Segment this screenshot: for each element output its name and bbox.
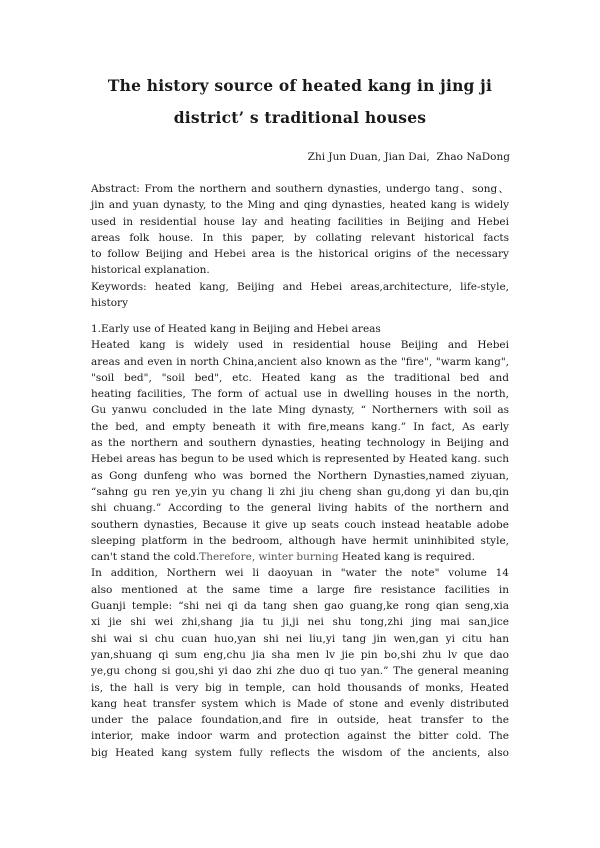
paragraph-line: heating facilities, The form of actual use in dwelling houses in the north, <box>91 388 509 401</box>
keywords-line: history <box>91 297 129 310</box>
paragraph-line: ye,gu chong si gou,shi yi dao zhi zhe duo qi tuo yan.” The general meaning <box>91 665 509 678</box>
paper-title-line-1: The history source of heated kang in jing ji <box>107 76 493 95</box>
paragraph-line: areas and even in north China,ancient also known as the "fire", "warm kang", <box>91 355 509 368</box>
paragraph-line: Gu yanwu concluded in the late Ming dynasty, “ Northerners with soil as <box>91 404 509 417</box>
author-list: Zhi Jun Duan, Jian Dai, Zhao NaDong <box>307 151 510 163</box>
paragraph-line: "soil bed", "soil bed", etc. Heated kang as the traditional bed and <box>91 371 509 384</box>
paragraph-line: as Gong dunfeng who was borned the Northern Dynasties,named ziyuan, <box>91 469 509 482</box>
abstract-line: historical explanation. <box>91 264 210 277</box>
paragraph-line: big Heated kang system fully reflects the wisdom of the ancients, also <box>91 746 509 759</box>
abstract-block <box>91 181 509 311</box>
paragraph-line: yan,shuang qi sum eng,chu jia sha men lv jie pin bo,shi zhu lv que dao <box>91 648 509 661</box>
paragraph-line: the bed, and empty beneath it with fire,means kang.” In fact, As early <box>91 420 509 433</box>
paragraph-line: Hebei areas has begun to be used which is represented by Heated kang. such <box>91 453 509 466</box>
paragraph-line: Guanji temple: “shi nei qi da tang shen gao guang,ke rong qian seng,xia <box>91 600 509 613</box>
paragraph-line: sleeping platform in the bedroom, although have hermit uninhibited style, <box>91 534 509 547</box>
abstract-line: to follow Beijing and Hebei area is the historical origins of the necessary <box>91 248 509 261</box>
paragraph-line: is, the hall is very big in temple, can hold thousands of monks, Heated <box>91 681 509 694</box>
paragraph-line: interior, make indoor warm and protection against the bitter cold. The <box>91 730 509 743</box>
abstract-line: areas folk house. In this paper, by collating relevant historical facts <box>91 231 509 244</box>
paragraph-line: kang heat transfer system which is Made of stone and evenly distributed <box>91 697 509 710</box>
section-1 <box>91 321 509 761</box>
section-heading: 1.Early use of Heated kang in Beijing and Hebei areas <box>91 323 381 335</box>
keywords-line: Keywords: heated kang, Beijing and Hebei areas,architecture, life-style, <box>91 280 509 293</box>
paragraph-text-gray: Therefore, winter burning <box>199 551 339 564</box>
abstract-line: jin and yuan dynasty, to the Ming and qing dynasties, heated kang is widely <box>91 199 509 212</box>
paragraph-text: Heated kang is required. <box>338 551 475 564</box>
paragraph-line: as the northern and southern dynasties, heating technology in Beijing and <box>91 437 509 450</box>
paragraph-line: shi chuang.” According to the general living habits of the northern and <box>91 502 509 515</box>
abstract-line: used in residential house lay and heating facilities in Beijing and Hebei <box>91 215 509 228</box>
abstract-line: Abstract: From the northern and southern dynasties, undergo tang、song、 <box>91 183 509 195</box>
paragraph-line: “sahng gu ren ye,yin yu chang li zhi jiu cheng shan gu,dong yi dan bu,qin <box>91 485 509 498</box>
paragraph-line: Heated kang is widely used in residential house Beijing and Hebei <box>91 339 509 352</box>
paragraph-line: under the palace foundation,and fire in outside, heat transfer to the <box>91 714 509 727</box>
paper-title-line-2: district’ s traditional houses <box>173 108 427 127</box>
paragraph-line: xi jie shi wei zhi,shang jia tu ji,ji nei shu tong,zhi jing mai san,jice <box>91 616 509 629</box>
paragraph-line: southern dynasties, Because it give up seats couch instead heatable adobe <box>91 518 509 531</box>
paragraph-line <box>91 549 509 565</box>
paragraph-line: shi wai si chu cuan huo,yan shi nei liu,yi tang jin wen,gan yi citu han <box>91 632 509 645</box>
paragraph-text: can't stand the cold. <box>91 551 200 564</box>
paragraph-line: also mentioned at the same time a large fire resistance facilities in <box>91 583 509 596</box>
paragraph-line: In addition, Northern wei li daoyuan in "water the note" volume 14 <box>91 567 509 580</box>
